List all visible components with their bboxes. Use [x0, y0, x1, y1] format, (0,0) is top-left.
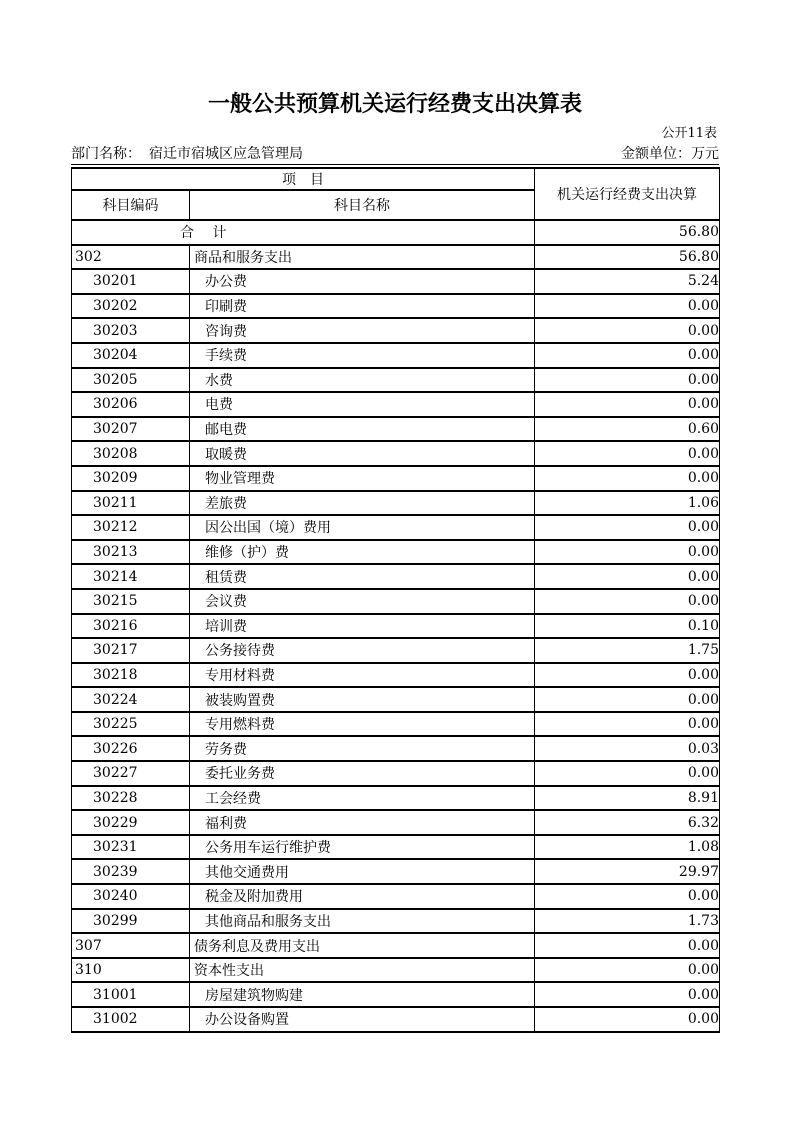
amount-cell: 0.00: [535, 564, 720, 589]
subject-name-cell: 因公出国（境）费用: [190, 515, 535, 540]
subject-code-cell: 30228: [72, 786, 190, 811]
table-row: [72, 441, 720, 466]
amount-cell: 0.00: [535, 343, 720, 368]
total-amount: 56.80: [535, 220, 720, 245]
table-row: [72, 884, 720, 909]
budget-table: [71, 167, 720, 1033]
subject-code-cell: 30211: [72, 491, 190, 516]
subject-name-cell: 其他交通费用: [190, 859, 535, 884]
subject-name-cell: 办公设备购置: [190, 1007, 535, 1032]
subject-code-cell: 30202: [72, 294, 190, 319]
amount-cell: 29.97: [535, 859, 720, 884]
amount-cell: 0.00: [535, 884, 720, 909]
total-row: [72, 220, 720, 245]
amount-cell: 1.75: [535, 638, 720, 663]
subject-code-cell: 30209: [72, 466, 190, 491]
subject-name-cell: 商品和服务支出: [190, 245, 535, 270]
subject-code-cell: 310: [72, 958, 190, 983]
table-row: [72, 663, 720, 688]
subject-code-cell: 30214: [72, 564, 190, 589]
amount-cell: 0.00: [535, 589, 720, 614]
amount-cell: 0.00: [535, 294, 720, 319]
table-row: [72, 515, 720, 540]
table-row: [72, 958, 720, 983]
subject-code-cell: 30207: [72, 417, 190, 442]
subject-code-cell: 30229: [72, 810, 190, 835]
table-row: [72, 318, 720, 343]
amount-cell: 0.03: [535, 736, 720, 761]
header-project: 项 目: [72, 168, 535, 190]
table-row: [72, 859, 720, 884]
subject-code-cell: 30225: [72, 712, 190, 737]
table-row: [72, 909, 720, 934]
subject-code-cell: 30227: [72, 761, 190, 786]
table-row: [72, 589, 720, 614]
subject-name-cell: 资本性支出: [190, 958, 535, 983]
subject-name-cell: 劳务费: [190, 736, 535, 761]
subject-name-cell: 福利费: [190, 810, 535, 835]
amount-cell: 0.00: [535, 982, 720, 1007]
subject-code-cell: 30226: [72, 736, 190, 761]
subject-name-cell: 咨询费: [190, 318, 535, 343]
table-row: [72, 392, 720, 417]
table-row: [72, 368, 720, 393]
meta-row: [71, 146, 719, 165]
subject-code-cell: 31002: [72, 1007, 190, 1032]
subject-code-cell: 30213: [72, 540, 190, 565]
table-row: [72, 638, 720, 663]
unit-note: 金额单位：万元: [621, 146, 719, 162]
table-row: [72, 687, 720, 712]
subject-code-cell: 30201: [72, 269, 190, 294]
amount-cell: 5.24: [535, 269, 720, 294]
amount-cell: 0.00: [535, 466, 720, 491]
subject-code-cell: 30239: [72, 859, 190, 884]
table-row: [72, 712, 720, 737]
table-row: [72, 540, 720, 565]
subject-code-cell: 30208: [72, 441, 190, 466]
subject-code-cell: 31001: [72, 982, 190, 1007]
amount-cell: 0.00: [535, 515, 720, 540]
subject-name-cell: 专用材料费: [190, 663, 535, 688]
subject-code-cell: 30203: [72, 318, 190, 343]
amount-cell: 1.73: [535, 909, 720, 934]
subject-name-cell: 公务接待费: [190, 638, 535, 663]
department-line: [71, 146, 303, 163]
subject-name-cell: 其他商品和服务支出: [190, 909, 535, 934]
amount-cell: 56.80: [535, 245, 720, 270]
amount-cell: 0.00: [535, 712, 720, 737]
total-label: 合 计: [72, 220, 535, 245]
subject-code-cell: 30231: [72, 835, 190, 860]
page-title: 一般公共预算机关运行经费支出决算表: [207, 92, 582, 117]
subject-name-cell: 水费: [190, 368, 535, 393]
amount-cell: 0.00: [535, 392, 720, 417]
subject-name-cell: 债务利息及费用支出: [190, 933, 535, 958]
table-body: [72, 220, 720, 1032]
subject-name-cell: 会议费: [190, 589, 535, 614]
subject-code-cell: 302: [72, 245, 190, 270]
subject-name-cell: 差旅费: [190, 491, 535, 516]
subject-code-cell: 30205: [72, 368, 190, 393]
subject-code-cell: 30206: [72, 392, 190, 417]
table-row: [72, 614, 720, 639]
subject-name-cell: 公务用车运行维护费: [190, 835, 535, 860]
subject-code-cell: 30216: [72, 614, 190, 639]
subject-code-cell: 30240: [72, 884, 190, 909]
amount-cell: 0.60: [535, 417, 720, 442]
subject-name-cell: 委托业务费: [190, 761, 535, 786]
subject-name-cell: 邮电费: [190, 417, 535, 442]
department-label: 部门名称：: [71, 146, 141, 162]
subject-name-cell: 租赁费: [190, 564, 535, 589]
subject-code-cell: 30215: [72, 589, 190, 614]
table-row: [72, 294, 720, 319]
amount-cell: 0.00: [535, 441, 720, 466]
amount-cell: 0.00: [535, 663, 720, 688]
subject-name-cell: 培训费: [190, 614, 535, 639]
document-content: [71, 0, 719, 1033]
form-number: 公开11表: [661, 126, 717, 141]
subject-name-cell: 物业管理费: [190, 466, 535, 491]
table-row: [72, 491, 720, 516]
subject-name-cell: 印刷费: [190, 294, 535, 319]
subject-code-cell: 30212: [72, 515, 190, 540]
amount-cell: 8.91: [535, 786, 720, 811]
amount-cell: 0.00: [535, 958, 720, 983]
table-row: [72, 417, 720, 442]
subject-code-cell: 30204: [72, 343, 190, 368]
subject-name-cell: 被装购置费: [190, 687, 535, 712]
header-subject-name: 科目名称: [190, 190, 535, 220]
subject-name-cell: 取暖费: [190, 441, 535, 466]
table-row: [72, 786, 720, 811]
subject-code-cell: 30217: [72, 638, 190, 663]
table-row: [72, 269, 720, 294]
subject-name-cell: 手续费: [190, 343, 535, 368]
subject-code-cell: 30224: [72, 687, 190, 712]
table-row: [72, 933, 720, 958]
amount-cell: 0.00: [535, 318, 720, 343]
header-subject-code: 科目编码: [72, 190, 190, 220]
amount-cell: 1.06: [535, 491, 720, 516]
subject-code-cell: 307: [72, 933, 190, 958]
header-row-project: [72, 168, 720, 190]
amount-cell: 0.00: [535, 368, 720, 393]
table-row: [72, 736, 720, 761]
subject-name-cell: 办公费: [190, 269, 535, 294]
table-row: [72, 466, 720, 491]
table-row: [72, 1007, 720, 1032]
subject-name-cell: 房屋建筑物购建: [190, 982, 535, 1007]
table-row: [72, 810, 720, 835]
amount-cell: 1.08: [535, 835, 720, 860]
table-row: [72, 982, 720, 1007]
subject-name-cell: 维修（护）费: [190, 540, 535, 565]
header-amount: 机关运行经费支出决算: [535, 168, 720, 220]
amount-cell: 0.00: [535, 687, 720, 712]
table-row: [72, 245, 720, 270]
subject-code-cell: 30299: [72, 909, 190, 934]
subject-name-cell: 专用燃料费: [190, 712, 535, 737]
amount-cell: 0.00: [535, 933, 720, 958]
subject-name-cell: 电费: [190, 392, 535, 417]
amount-cell: 0.00: [535, 540, 720, 565]
subject-code-cell: 30218: [72, 663, 190, 688]
amount-cell: 0.00: [535, 1007, 720, 1032]
table-row: [72, 835, 720, 860]
subject-name-cell: 税金及附加费用: [190, 884, 535, 909]
department-name: 宿迁市宿城区应急管理局: [149, 146, 303, 162]
table-header: [72, 168, 720, 220]
amount-cell: 0.10: [535, 614, 720, 639]
table-row: [72, 761, 720, 786]
amount-cell: 6.32: [535, 810, 720, 835]
table-row: [72, 343, 720, 368]
amount-cell: 0.00: [535, 761, 720, 786]
table-row: [72, 564, 720, 589]
subject-name-cell: 工会经费: [190, 786, 535, 811]
